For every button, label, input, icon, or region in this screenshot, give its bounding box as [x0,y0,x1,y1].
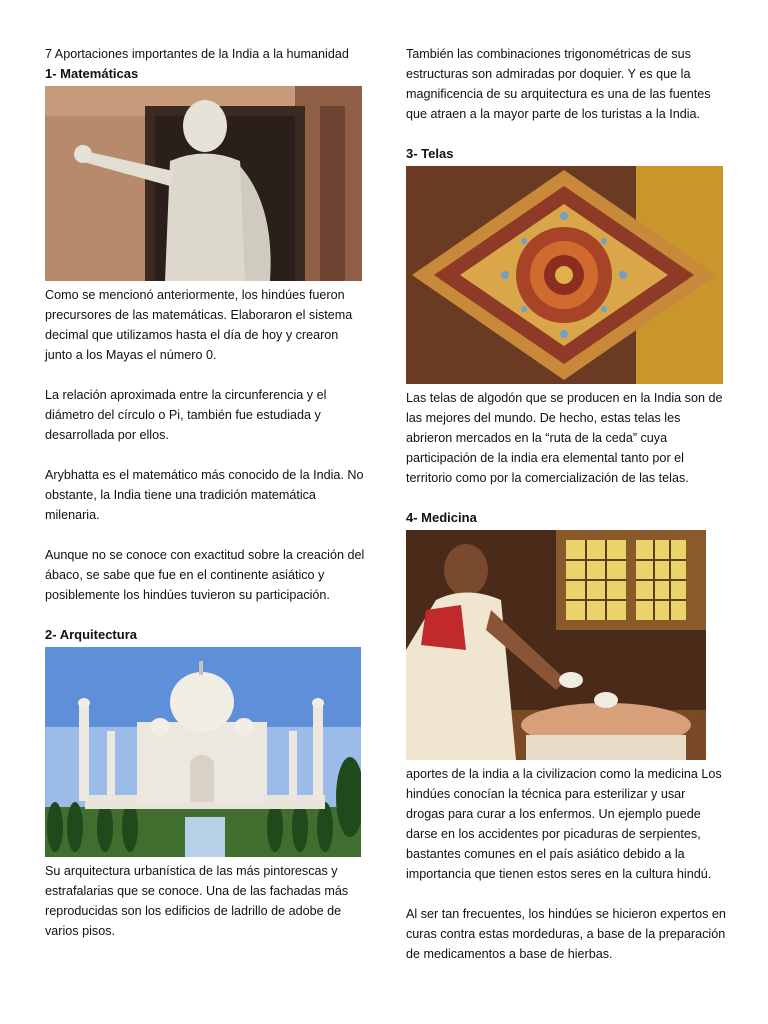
section-heading-arquitectura: 2- Arquitectura [45,627,137,642]
section-heading-medicina: 4- Medicina [406,510,477,525]
ayurveda-massage-image [406,530,706,760]
paragraph: Aunque no se conoce con exactitud sobre la creación del ábaco, se sabe que fue en el continente asiático y posiblemente los hindúes tuvieron su participación. [45,548,365,602]
section-heading-telas: 3- Telas [406,146,454,161]
paragraph: aportes de la india a la civilizacion como la medicina Los hindúes conocían la técnica para esterilizar y usar drogas para curar a los enfermos. Un ejemplo puede darse en los accidentes por picaduras de serpientes, bastantes comunes en el país asiático debido a la importancia que tienen estos seres en la cultura hindú. [406,767,722,881]
taj-mahal-image [45,647,361,857]
section-heading-matematicas: 1- Matemáticas [45,66,139,81]
paragraph: La relación aproximada entre la circunferencia y el diámetro del círculo o Pi, también fue estudiada y desarrollada por ellos. [45,388,327,442]
statue-image [45,86,362,281]
paragraph: Al ser tan frecuentes, los hindúes se hicieron expertos en curas contra estas mordeduras, a base de la preparación de medicamentos a base de hierbas. [406,907,726,961]
paragraph: También las combinaciones trigonométricas de sus estructuras son admiradas por doquier. Y es que la magnificencia de su arquitectura es una de las fuentes que atraen a la mayor parte de los turistas a la India. [406,47,711,121]
paragraph: Arybhatta es el matemático más conocido de la India. No obstante, la India tiene una tradición matemática milenaria. [45,468,364,522]
paragraph: Las telas de algodón que se producen en la India son de las mejores del mundo. De hecho, estas telas les abrieron mercados en la “ruta de la ceda” cuya participación de la india era elemental tanto por el territorio como por la comercialización de las telas. [406,391,723,485]
textile-image [406,166,723,384]
document-title: 7 Aportaciones importantes de la India a la humanidad [45,47,349,61]
paragraph: Su arquitectura urbanística de las más pintorescas y estrafalarias que se conoce. Una de las fachadas más reproducidas son los edificios de ladrillo de adobe de varios pisos. [45,864,349,938]
left-column [45,44,365,941]
paragraph: Como se mencionó anteriormente, los hindúes fueron precursores de las matemáticas. Elaboraron el sistema decimal que utilizamos hasta el día de hoy y crearon junto a los Mayas el número 0. [45,288,353,362]
right-column [406,44,726,964]
